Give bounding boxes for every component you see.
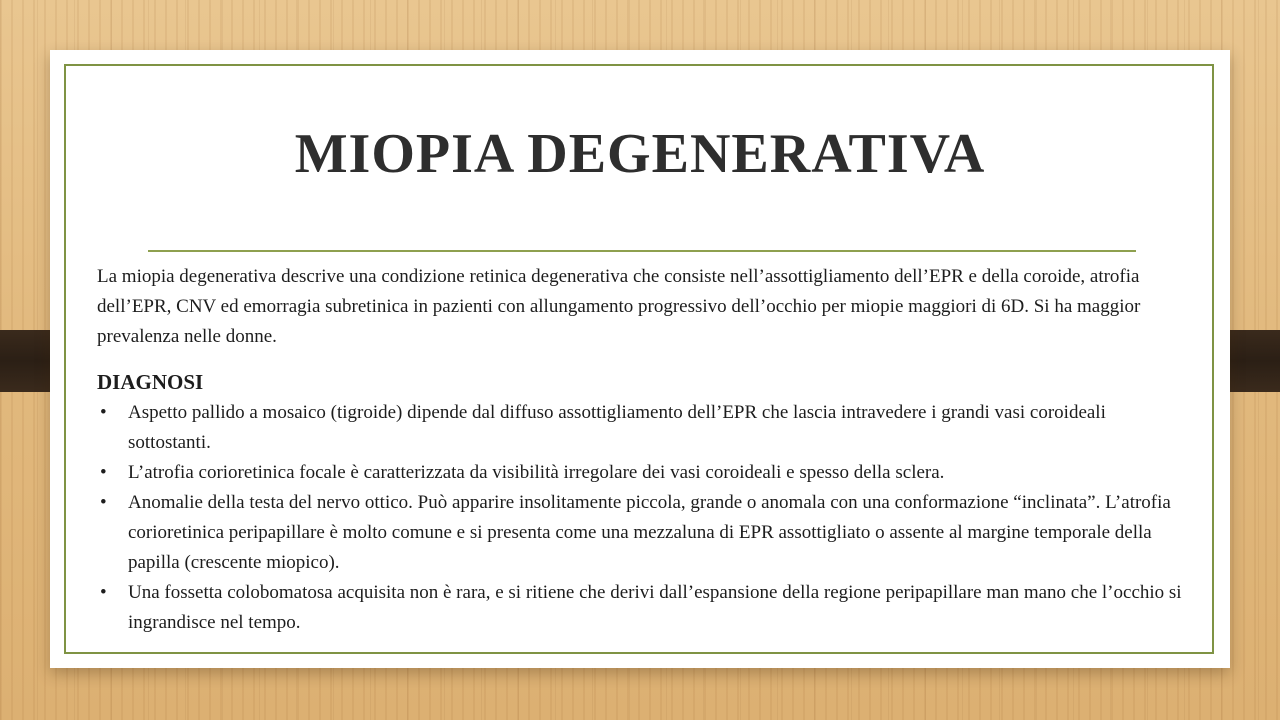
bullet-icon: •: [100, 462, 107, 483]
list-item-text: Aspetto pallido a mosaico (tigroide) dipende dal diffuso assottigliamento dell’EPR che lascia intravedere i grandi vasi coroideali sottostanti.: [128, 402, 1106, 453]
list-item: [97, 398, 1182, 458]
bullet-icon: •: [100, 582, 107, 603]
list-item-text: Una fossetta colobomatosa acquisita non è rara, e si ritiene che derivi dall’espansione della regione peripapillare man mano che l’occhio si ingrandisce nel tempo.: [128, 582, 1182, 633]
slide-title: MIOPIA DEGENERATIVA: [294, 123, 986, 185]
bullet-icon: •: [100, 402, 107, 423]
list-item: [97, 458, 1182, 488]
diagnosis-list: [97, 398, 1182, 638]
title-divider: [148, 250, 1136, 252]
bullet-icon: •: [100, 492, 107, 513]
slide-content: [97, 262, 1182, 638]
section-heading-diagnosi: DIAGNOSI: [97, 370, 204, 394]
list-item: [97, 488, 1182, 578]
list-item-text: L’atrofia corioretinica focale è caratterizzata da visibilità irregolare dei vasi coroideali e spesso della sclera.: [128, 462, 945, 483]
intro-paragraph: La miopia degenerativa descrive una condizione retinica degenerativa che consiste nell’assottigliamento dell’EPR e della coroide, atrofia dell’EPR, CNV ed emorragia subretinica in pazienti con allungamento progressivo dell’occhio per miopie maggiori di 6D. Si ha maggior prevalenza nelle donne.: [97, 266, 1141, 347]
slide-paper: [50, 50, 1230, 668]
list-item-text: Anomalie della testa del nervo ottico. Può apparire insolitamente piccola, grande o anomala con una conformazione “inclinata”. L’atrofia corioretinica peripapillare è molto comune e si presenta come una mezzaluna di EPR assottigliato o assente al margine temporale della papilla (crescente miopico).: [128, 492, 1171, 573]
list-item: [97, 578, 1182, 638]
